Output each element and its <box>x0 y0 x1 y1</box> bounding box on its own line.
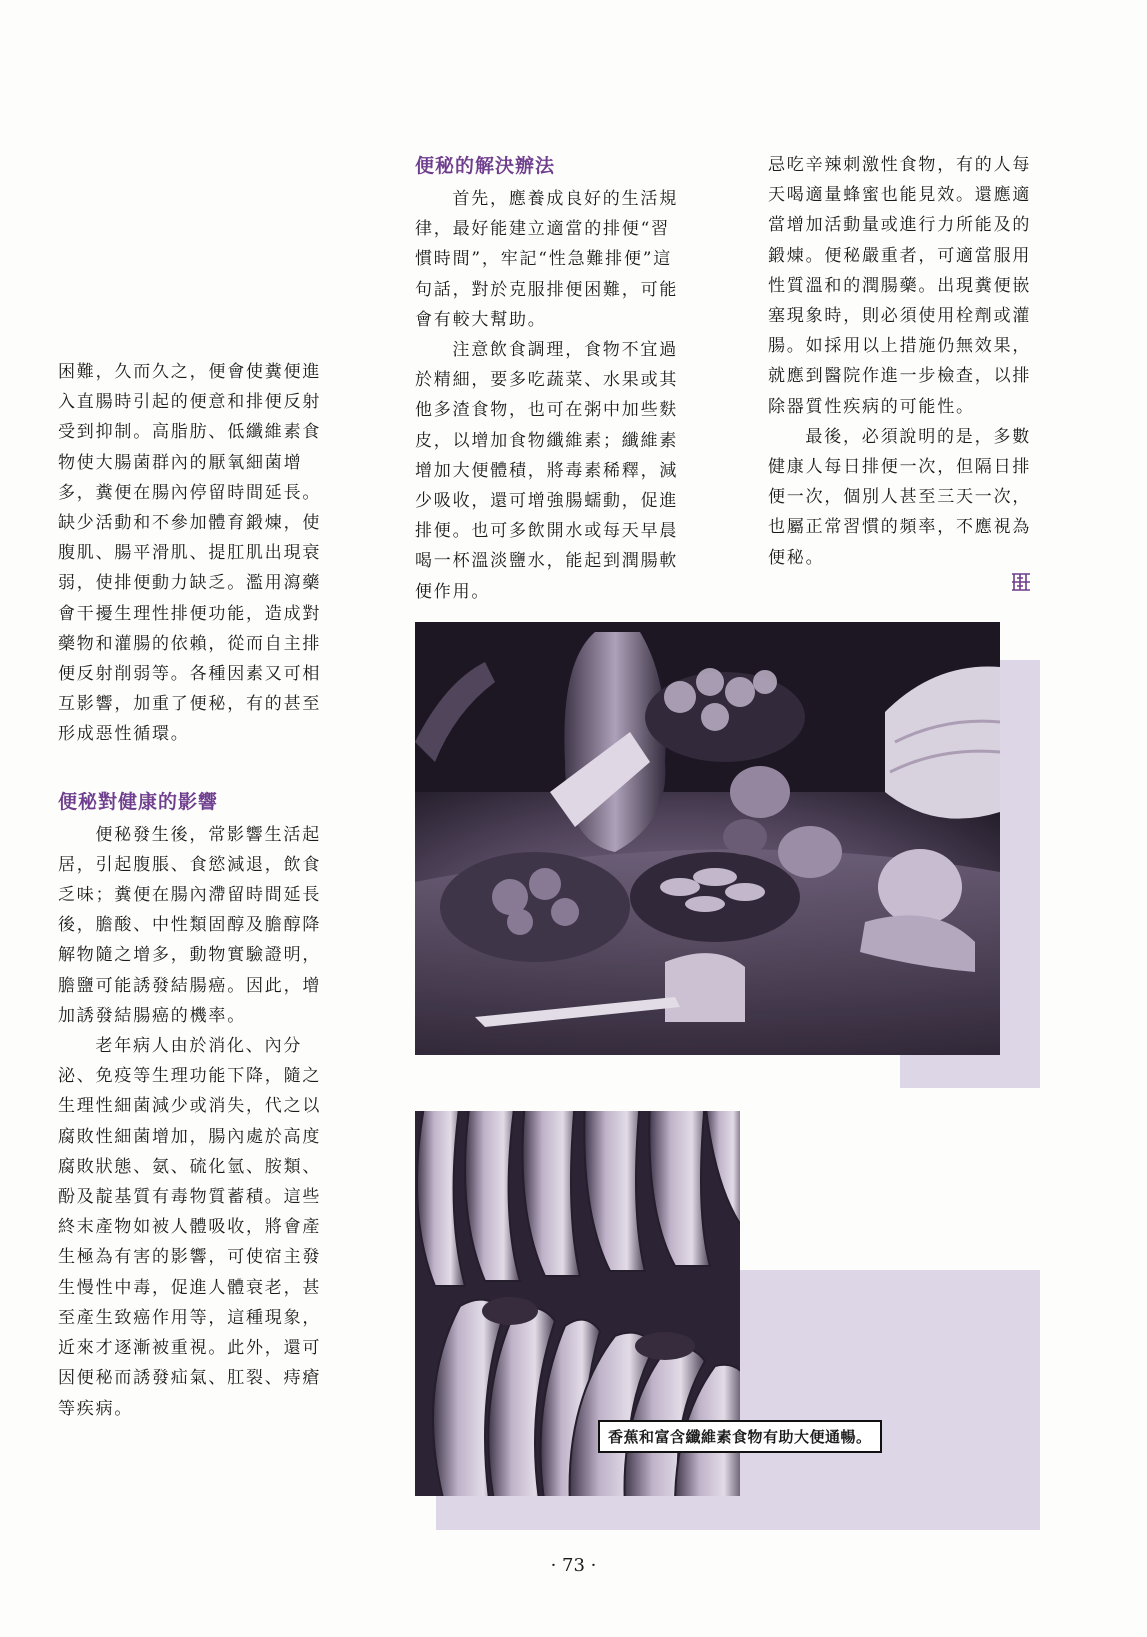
middle-column <box>415 150 687 607</box>
section-heading-solutions: 便秘的解決辦法 <box>415 155 556 177</box>
paragraph-continued: 忌吃辛辣刺激性食物，有的人每天喝適量蜂蜜也能見效。還應適當增加活動量或進行力所能及的鍛煉。便秘嚴重者，可適當服用性質溫和的潤腸藥。出現糞便嵌塞現象時，則必須使用栓劑或灌腸。如採用以上措施仍無效果，就應到醫院作進一步檢查，以排除器質性疾病的可能性。 <box>768 155 1032 417</box>
vegetables-photo <box>415 622 1000 1055</box>
page-number: · 73 · <box>550 1555 597 1576</box>
intro-paragraph: 困難，久而久之，便會使糞便進入直腸時引起的便意和排便反射受到抑制。高脂肪、低纖維素食物使大腸菌群內的厭氧細菌增多，糞便在腸內停留時間延長。缺少活動和不參加體育鍛煉，使腹肌、腸平滑肌、提肛肌出現衰弱，使排便動力缺乏。濫用瀉藥會干擾生理性排便功能，造成對藥物和灌腸的依賴，從而自主排便反射削弱等。各種因素又可相互影響，加重了便秘，有的甚至形成惡性循環。 <box>58 362 322 745</box>
paragraph-solutions-2: 注意飲食調理，食物不宜過於精細，要多吃蔬菜、水果或其他多渣食物，也可在粥中加些麩皮，以增加食物纖維素；纖維素增加大便體積，將毒素稀釋，減少吸收，還可增強腸蠕動，促進排便。也可多飲開水或每天早晨喝一杯溫淡鹽水，能起到潤腸軟便作用。 <box>415 340 679 602</box>
end-mark-icon <box>1010 571 1032 593</box>
paragraph-health-2: 老年病人由於消化、內分泌、免疫等生理功能下降，隨之生理性細菌減少或消失，代之以腐敗性細菌增加，腸內處於高度腐敗狀態、氨、硫化氫、胺類、酚及靛基質有毒物質蓄積。這些終末產物如被人體吸收，將會產生極為有害的影響，可使宿主發生慢性中毒，促進人體衰老，甚至產生致癌作用等，這種現象，近來才逐漸被重視。此外，還可因便秘而誘發疝氣、肛裂、痔瘡等疾病。 <box>58 1036 322 1419</box>
paragraph-final: 最後，必須說明的是，多數健康人每日排便一次，但隔日排便一次，個別人甚至三天一次，也屬正常習慣的頻率，不應視為便秘。 <box>768 426 1032 568</box>
paragraph-health-1: 便秘發生後，常影響生活起居，引起腹脹、食慾減退，飲食乏味；糞便在腸內滯留時間延長後，膽酸、中性類固醇及膽醇降解物隨之增多，動物實驗證明，膽鹽可能誘發結腸癌。因此，增加誘發結腸癌的機率。 <box>58 824 322 1026</box>
section-heading-health-effects: 便秘對健康的影響 <box>58 790 219 813</box>
paragraph-solutions-1: 首先，應養成良好的生活規律，最好能建立適當的排便“習慣時間”，牢記“性急難排便”這句話，對於克服排便困難，可能會有較大幫助。 <box>415 189 679 330</box>
left-column <box>58 357 334 1424</box>
photo-caption: 香蕉和富含纖維素食物有助大便通暢。 <box>598 1420 882 1453</box>
right-column <box>768 150 1040 573</box>
